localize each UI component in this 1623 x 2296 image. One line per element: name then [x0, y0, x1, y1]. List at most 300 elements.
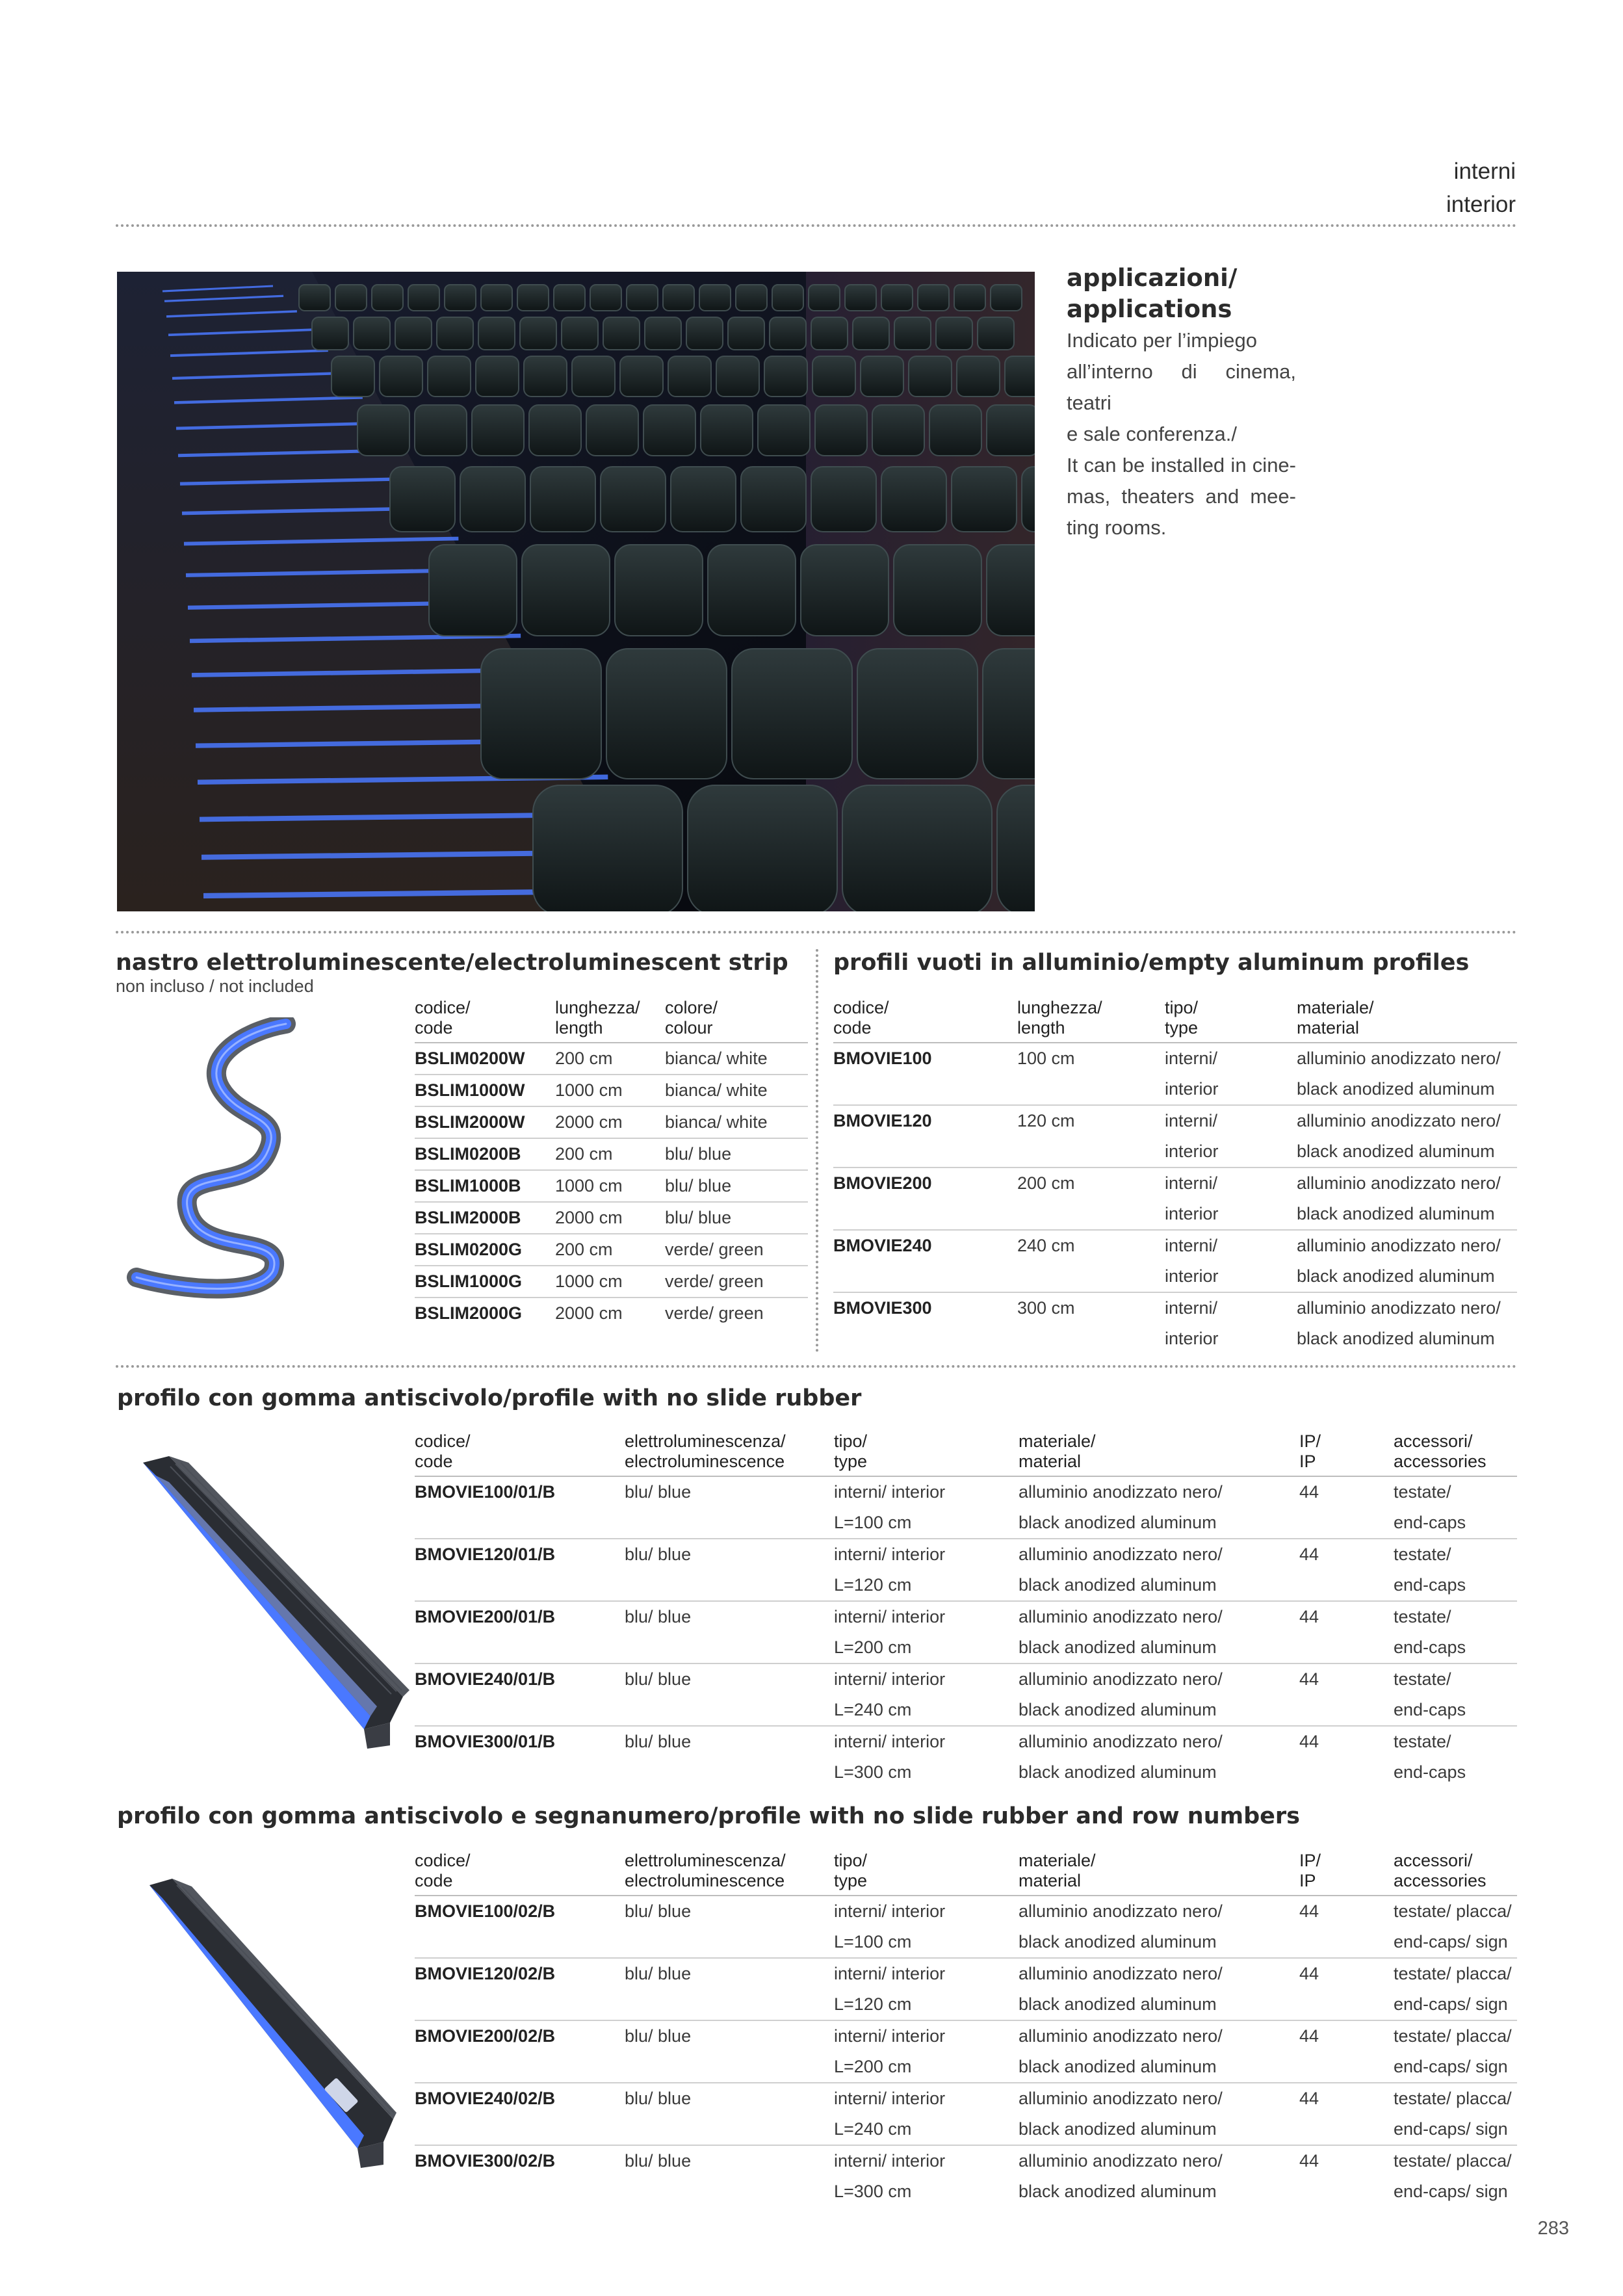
colour-cell: bianca/ white — [665, 1106, 808, 1138]
column-header-en: IP — [1299, 1452, 1316, 1471]
table-row — [415, 1757, 1517, 1788]
product-code: BMOVIE200 — [833, 1173, 932, 1193]
empty-cell — [833, 1261, 1017, 1292]
product-code: BSLIM0200G — [415, 1234, 555, 1266]
accessories-cell: end-caps/ sign — [1394, 2052, 1517, 2083]
applications-title-en: applications — [1067, 295, 1232, 323]
accessories-cell: testate/ — [1394, 1607, 1451, 1626]
divider-photo — [116, 931, 1517, 933]
type-cell: L=200 cm — [834, 2052, 1019, 2083]
accessories-cell: end-caps/ sign — [1394, 2182, 1508, 2201]
strip-title: nastro elettroluminescente/electroluminescent strip — [116, 950, 788, 976]
material-cell: black anodized aluminum — [1019, 2114, 1299, 2145]
cinema-seat — [918, 285, 949, 311]
column-header-it: colore/ — [665, 998, 718, 1017]
cinema-seat — [620, 356, 663, 397]
type-cell: interni/ — [1165, 1049, 1218, 1068]
accessories-cell: testate/ — [1394, 1482, 1451, 1502]
empty-cell — [625, 1507, 834, 1539]
accessories-cell: testate/ placca/ — [1394, 1901, 1512, 1921]
column-header-en: code — [415, 1871, 453, 1890]
cinema-seat — [671, 467, 736, 532]
product-code: BMOVIE240 — [833, 1236, 932, 1255]
cinema-seat — [978, 317, 1014, 350]
cinema-seat — [372, 285, 403, 311]
table-row — [415, 1632, 1517, 1663]
accessories-cell: end-caps — [1394, 1762, 1466, 1782]
column-header — [834, 1851, 1019, 1896]
empty-cell — [415, 1757, 625, 1788]
material-cell: alluminio anodizzato nero/ — [1297, 1049, 1501, 1068]
column-header-it: tipo/ — [1165, 998, 1199, 1017]
ip-cell: 44 — [1299, 1669, 1319, 1689]
product-code: BSLIM0200B — [415, 1138, 555, 1170]
cinema-seat — [987, 405, 1035, 456]
table-row — [833, 1261, 1517, 1292]
column-header-en: electroluminescence — [625, 1871, 785, 1890]
accessories-cell: end-caps/ sign — [1394, 1989, 1517, 2020]
type-cell: interior — [1165, 1074, 1297, 1105]
cinema-seat — [380, 356, 422, 397]
table-row — [415, 1896, 1517, 1927]
type-cell: interior — [1165, 1261, 1297, 1292]
empty-cell — [1299, 1570, 1394, 1601]
product-code: BSLIM1000W — [415, 1075, 555, 1106]
type-cell: interni/ interior — [834, 1545, 946, 1564]
electroluminescence-cell: blu/ blue — [625, 1732, 692, 1751]
empty-cell — [1299, 1757, 1394, 1788]
column-header — [1299, 1851, 1394, 1896]
cinema-seat — [601, 467, 666, 532]
product-code: BMOVIE240/02/B — [415, 2089, 556, 2108]
empty-cell — [415, 1570, 625, 1601]
column-header-en: material — [1019, 1871, 1082, 1890]
applications-line: all’interno di cinema, teatri — [1067, 360, 1296, 414]
cinema-seat — [520, 317, 556, 350]
cinema-seat — [445, 285, 476, 311]
length-cell: 2000 cm — [555, 1106, 665, 1138]
cinema-seat — [1022, 467, 1035, 532]
length-cell: 300 cm — [1017, 1298, 1075, 1318]
empty-cell — [1299, 1927, 1394, 1958]
cinema-seat — [929, 405, 981, 456]
empty-cell — [1017, 1136, 1165, 1168]
cinema-seat — [857, 649, 978, 779]
accessories-cell: end-caps — [1394, 1632, 1517, 1663]
empty-cell — [625, 1757, 834, 1788]
table-row — [415, 1106, 808, 1138]
empty-cell — [625, 2176, 834, 2207]
accessories-cell: end-caps — [1394, 1570, 1517, 1601]
material-cell: alluminio anodizzato nero/ — [1019, 1964, 1223, 1983]
type-cell: interni/ interior — [834, 1482, 946, 1502]
accessories-cell: testate/ placca/ — [1394, 2026, 1512, 2046]
cinema-seats-illustration — [117, 272, 1035, 911]
applications-title-it: applicazioni/ — [1067, 264, 1238, 292]
column-header-en: accessories — [1394, 1871, 1487, 1890]
cinema-photo — [117, 272, 1035, 911]
column-header-en: length — [555, 1018, 603, 1037]
column-header-en: code — [415, 1018, 453, 1037]
applications-title — [1067, 263, 1296, 325]
material-cell: black anodized aluminum — [1019, 2052, 1299, 2083]
empty-cell — [415, 2052, 625, 2083]
material-cell: alluminio anodizzato nero/ — [1297, 1236, 1501, 1255]
accessories-cell: end-caps/ sign — [1394, 2114, 1517, 2145]
table-row — [415, 1958, 1517, 1989]
table-row — [415, 2052, 1517, 2083]
column-header-it: lunghezza/ — [1017, 998, 1102, 1017]
colour-cell: bianca/ white — [665, 1075, 808, 1106]
product-code: BMOVIE300/02/B — [415, 2151, 556, 2171]
section-label — [1446, 155, 1516, 221]
ip-cell: 44 — [1299, 1545, 1319, 1564]
applications-text — [1067, 325, 1296, 543]
ip-cell: 44 — [1299, 1964, 1319, 1983]
cinema-seat — [954, 285, 985, 311]
cinema-seat — [811, 467, 876, 532]
column-header-it: elettroluminescenza/ — [625, 1431, 786, 1451]
length-cell: 1000 cm — [555, 1075, 665, 1106]
applications-line: Indicato per l’impiego — [1067, 329, 1257, 352]
table-row — [415, 1266, 808, 1298]
column-divider — [816, 949, 818, 1352]
product-code: BSLIM2000G — [415, 1303, 523, 1323]
empty-cell — [415, 1632, 625, 1663]
applications-line: It can be installed in cine- — [1067, 454, 1296, 476]
cinema-seat — [872, 405, 924, 456]
column-header-it: codice/ — [415, 998, 471, 1017]
table-row — [415, 1927, 1517, 1958]
material-cell: black anodized aluminum — [1297, 1136, 1517, 1168]
electroluminescence-cell: blu/ blue — [625, 1607, 692, 1626]
empty-cell — [625, 1989, 834, 2020]
table-row — [833, 1043, 1517, 1074]
cinema-seat — [809, 285, 840, 311]
cinema-seat — [688, 785, 837, 911]
type-cell: interni/ — [1165, 1111, 1218, 1130]
electroluminescence-cell: blu/ blue — [625, 2026, 692, 2046]
empty-cell — [833, 1199, 1017, 1230]
material-cell: alluminio anodizzato nero/ — [1019, 1482, 1223, 1502]
electroluminescence-cell: blu/ blue — [625, 2151, 692, 2171]
cinema-seat — [437, 317, 473, 350]
column-header-it: materiale/ — [1019, 1431, 1096, 1451]
material-cell: black anodized aluminum — [1297, 1329, 1495, 1348]
cinema-seat — [997, 785, 1035, 911]
cinema-seat — [478, 317, 515, 350]
column-header-en: code — [415, 1452, 453, 1471]
column-header — [1299, 1431, 1394, 1476]
product-code: BMOVIE300/01/B — [415, 1732, 556, 1751]
empty-cell — [1299, 2052, 1394, 2083]
type-cell: interni/ interior — [834, 1607, 946, 1626]
product-code: BMOVIE300 — [833, 1298, 932, 1318]
column-header-it: accessori/ — [1394, 1851, 1473, 1870]
column-header-it: tipo/ — [834, 1851, 868, 1870]
colour-cell: verde/ green — [665, 1234, 808, 1266]
length-cell: 100 cm — [1017, 1049, 1075, 1068]
cinema-seat — [562, 317, 598, 350]
ip-cell: 44 — [1299, 1607, 1319, 1626]
colour-cell: blu/ blue — [665, 1138, 808, 1170]
table-row — [415, 1138, 808, 1170]
column-header-en: type — [834, 1871, 868, 1890]
cinema-seat — [801, 545, 889, 636]
cinema-seat — [590, 285, 621, 311]
empty-cell — [833, 1074, 1017, 1105]
length-cell: 2000 cm — [555, 1202, 665, 1234]
material-cell: alluminio anodizzato nero/ — [1019, 2089, 1223, 2108]
colour-cell: bianca/ white — [665, 1043, 808, 1075]
type-cell: interni/ — [1165, 1236, 1218, 1255]
numbers-profile-image — [136, 1872, 396, 2171]
type-cell: L=100 cm — [834, 1927, 1019, 1958]
table-row — [415, 2176, 1517, 2207]
column-header — [1017, 998, 1165, 1043]
cinema-seat — [408, 285, 439, 311]
table-row — [415, 2145, 1517, 2176]
cinema-seat — [815, 405, 867, 456]
cinema-seat — [335, 285, 367, 311]
column-header-it: IP/ — [1299, 1431, 1321, 1451]
column-header-it: tipo/ — [834, 1431, 868, 1451]
column-header-it: materiale/ — [1019, 1851, 1096, 1870]
cinema-seat — [395, 317, 432, 350]
table-row — [833, 1292, 1517, 1324]
product-code: BSLIM1000G — [415, 1266, 555, 1298]
type-cell: interni/ interior — [834, 1669, 946, 1689]
cinema-seat — [736, 285, 767, 311]
column-header-it: codice/ — [415, 1851, 471, 1870]
table-row — [833, 1199, 1517, 1230]
column-header-it: accessori/ — [1394, 1431, 1473, 1451]
cinema-seat — [881, 285, 913, 311]
table-row — [415, 1298, 808, 1329]
cinema-seat — [481, 649, 601, 779]
applications-line: e sale conferenza./ — [1067, 423, 1237, 445]
column-header-en: electroluminescence — [625, 1452, 785, 1471]
empty-cell — [415, 1507, 625, 1539]
material-cell: alluminio anodizzato nero/ — [1297, 1298, 1501, 1318]
empty-cell — [415, 1989, 625, 2020]
accessories-cell: testate/ placca/ — [1394, 2151, 1512, 2171]
product-code: BSLIM2000B — [415, 1202, 555, 1234]
electroluminescence-cell: blu/ blue — [625, 1964, 692, 1983]
cinema-seat — [522, 545, 610, 636]
empty-cell — [1017, 1261, 1165, 1292]
numbers-title: profilo con gomma antiscivolo e segnanumero/profile with no slide rubber and row numbers — [117, 1803, 1300, 1829]
table-row — [415, 1202, 808, 1234]
column-header — [415, 998, 555, 1043]
product-code: BMOVIE120/01/B — [415, 1545, 556, 1564]
cinema-seat — [894, 545, 981, 636]
cinema-seat — [894, 317, 931, 350]
type-cell: interni/ interior — [834, 2151, 946, 2171]
empty-cell — [1299, 1632, 1394, 1663]
cinema-seat — [331, 356, 374, 397]
cinema-seat — [708, 545, 796, 636]
cinema-seat — [554, 285, 585, 311]
accessories-cell: end-caps — [1394, 1695, 1517, 1726]
empty-cell — [415, 1695, 625, 1726]
type-cell: interior — [1165, 1329, 1219, 1348]
column-header-en: code — [833, 1018, 872, 1037]
cinema-seat — [572, 356, 615, 397]
cinema-seat — [741, 467, 806, 532]
cinema-seat — [299, 285, 330, 311]
colour-cell: verde/ green — [665, 1303, 764, 1323]
cinema-seat — [627, 285, 658, 311]
table-row — [833, 1074, 1517, 1105]
type-cell: L=120 cm — [834, 1989, 1019, 2020]
empty-cell — [1299, 2114, 1394, 2145]
type-cell: interior — [1165, 1136, 1297, 1168]
empty-cell — [1017, 1324, 1165, 1354]
material-cell: black anodized aluminum — [1019, 1989, 1299, 2020]
product-code: BMOVIE100/01/B — [415, 1482, 556, 1502]
material-cell: alluminio anodizzato nero/ — [1297, 1111, 1501, 1130]
type-cell: L=300 cm — [834, 2182, 912, 2201]
column-header — [833, 998, 1017, 1043]
electroluminescence-cell: blu/ blue — [625, 1482, 692, 1502]
column-header — [1019, 1431, 1299, 1476]
cinema-seat — [481, 285, 512, 311]
section-label-en: interior — [1446, 192, 1516, 217]
table-row — [415, 1170, 808, 1202]
electroluminescence-cell: blu/ blue — [625, 1901, 692, 1921]
material-cell: alluminio anodizzato nero/ — [1019, 1545, 1223, 1564]
material-cell: black anodized aluminum — [1019, 1695, 1299, 1726]
cinema-seat — [460, 467, 525, 532]
cinema-seat — [390, 467, 455, 532]
material-cell: alluminio anodizzato nero/ — [1019, 2151, 1223, 2171]
table-row — [833, 1324, 1517, 1354]
table-row — [415, 1507, 1517, 1539]
length-cell: 200 cm — [555, 1043, 665, 1075]
type-cell: interni/ interior — [834, 2089, 946, 2108]
column-header — [1165, 998, 1297, 1043]
numbers-table — [415, 1851, 1517, 2207]
cinema-seat — [853, 317, 889, 350]
table-row — [833, 1230, 1517, 1261]
table-row — [415, 2020, 1517, 2052]
cinema-seat — [686, 317, 723, 350]
cinema-seat — [881, 467, 946, 532]
empty-cell — [625, 1927, 834, 1958]
cinema-seat — [732, 649, 852, 779]
cinema-seat — [472, 405, 524, 456]
column-header-en: length — [1017, 1018, 1065, 1037]
empty-cell — [1017, 1074, 1165, 1105]
ip-cell: 44 — [1299, 1482, 1319, 1502]
page-number: 283 — [1537, 2218, 1569, 2239]
empty-cell — [415, 1927, 625, 1958]
length-cell: 200 cm — [555, 1138, 665, 1170]
cinema-seat — [517, 285, 549, 311]
applications-block — [1067, 263, 1296, 543]
cinema-seat — [842, 785, 992, 911]
table-row — [415, 2083, 1517, 2114]
accessories-cell: testate/ — [1394, 1669, 1451, 1689]
table-row — [833, 1168, 1517, 1199]
empty-cell — [833, 1136, 1017, 1168]
table-row — [415, 1234, 808, 1266]
column-header — [834, 1431, 1019, 1476]
applications-line: mas, theaters and mee- — [1067, 485, 1296, 508]
type-cell: interni/ interior — [834, 1901, 946, 1921]
column-header — [625, 1851, 834, 1896]
cinema-seat — [701, 405, 753, 456]
cinema-seat — [586, 405, 638, 456]
product-code: BSLIM1000B — [415, 1170, 555, 1202]
material-cell: black anodized aluminum — [1019, 1570, 1299, 1601]
length-cell: 200 cm — [555, 1234, 665, 1266]
column-header — [555, 998, 665, 1043]
colour-cell: blu/ blue — [665, 1170, 808, 1202]
table-row — [415, 1075, 808, 1106]
cinema-seat — [936, 317, 972, 350]
empty-cell — [625, 2114, 834, 2145]
cinema-seat — [357, 405, 409, 456]
cinema-seat — [728, 317, 764, 350]
product-code: BMOVIE120/02/B — [415, 1964, 556, 1983]
cinema-seat — [764, 356, 807, 397]
cinema-seat — [354, 317, 390, 350]
empty-cell — [625, 1632, 834, 1663]
empty-cell — [625, 1570, 834, 1601]
material-cell: alluminio anodizzato nero/ — [1019, 1901, 1223, 1921]
empty-cell — [625, 2052, 834, 2083]
table-row — [415, 1726, 1517, 1757]
column-header-it: codice/ — [415, 1431, 471, 1451]
column-header — [1297, 998, 1517, 1043]
cinema-seat — [312, 317, 348, 350]
type-cell: interni/ — [1165, 1173, 1218, 1193]
length-cell: 1000 cm — [555, 1266, 665, 1298]
empty-cell — [833, 1324, 1017, 1354]
column-header-en: type — [834, 1452, 868, 1471]
table-row — [833, 1136, 1517, 1168]
type-cell: interni/ — [1165, 1298, 1218, 1318]
material-cell: black anodized aluminum — [1019, 1507, 1299, 1539]
cinema-seat — [645, 317, 681, 350]
empty-cell — [1299, 1695, 1394, 1726]
material-cell: black anodized aluminum — [1019, 2182, 1217, 2201]
cinema-seat — [476, 356, 519, 397]
cinema-seat — [699, 285, 731, 311]
material-cell: black anodized aluminum — [1019, 1762, 1217, 1782]
column-header — [415, 1431, 625, 1476]
length-cell: 1000 cm — [555, 1170, 665, 1202]
column-header — [1394, 1851, 1517, 1896]
accessories-cell: end-caps/ sign — [1394, 1927, 1517, 1958]
column-header — [1394, 1431, 1517, 1476]
section-label-it: interni — [1453, 159, 1516, 184]
cinema-seat — [530, 467, 595, 532]
type-cell: L=200 cm — [834, 1632, 1019, 1663]
column-header-en: type — [1165, 1018, 1199, 1037]
cinema-seat — [983, 649, 1035, 779]
accessories-cell: testate/ — [1394, 1732, 1451, 1751]
cinema-seat — [615, 545, 703, 636]
type-cell: L=120 cm — [834, 1570, 1019, 1601]
table-row — [833, 1105, 1517, 1136]
product-code: BMOVIE240/01/B — [415, 1669, 556, 1689]
product-code: BMOVIE120 — [833, 1111, 932, 1130]
cinema-seat — [716, 356, 759, 397]
table-row — [415, 1695, 1517, 1726]
